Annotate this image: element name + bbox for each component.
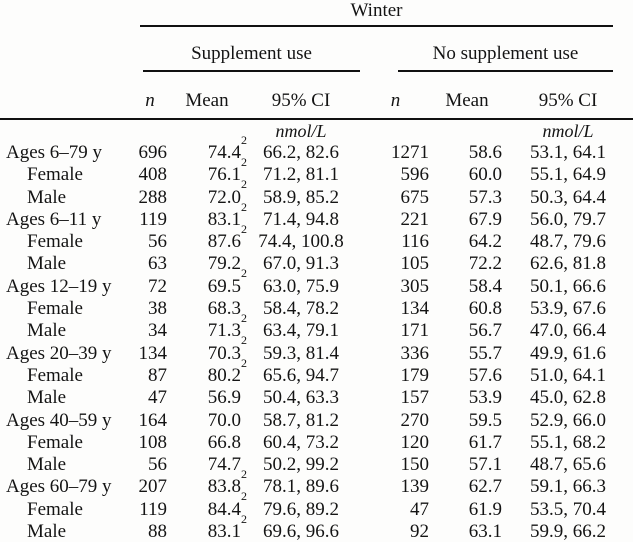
- table-row: [0, 454, 633, 476]
- supp-mean-value: 87.6: [207, 231, 241, 253]
- nosupp-mean-value: 63.1: [468, 521, 502, 542]
- row-label: Female: [27, 298, 83, 320]
- nosupp-mean-cell: [431, 365, 503, 387]
- supp-ci-value: 71.4, 94.8: [263, 208, 339, 230]
- group-header-no-supplement-use: No supplement use: [398, 27, 613, 72]
- row-label: Ages 60–79 y: [6, 476, 112, 498]
- supp-mean-cell: 71.3$^2$: [207, 311, 247, 342]
- supp-mean-value: 66.8: [207, 431, 241, 453]
- nosupp-ci-value: 50.1, 66.6: [530, 275, 606, 297]
- nosupp-mean-cell: [431, 343, 503, 365]
- nosupp-mean-cell: [431, 432, 503, 454]
- supp-mean-value: 70.3: [207, 342, 241, 364]
- nosupp-n-value: 157: [400, 387, 429, 409]
- nosupp-mean-cell: [431, 499, 503, 521]
- nosupp-mean-cell: [431, 164, 503, 186]
- nosupp-mean-cell: [431, 187, 503, 209]
- supp-mean-value: 69.5: [207, 275, 241, 297]
- supp-n-value: 164: [138, 409, 167, 431]
- supp-mean-cell: [172, 387, 242, 409]
- nosupp-mean-value: 58.6: [468, 142, 502, 163]
- row-label: Female: [27, 431, 83, 453]
- nosupp-mean-value: 59.5: [468, 409, 502, 431]
- nosupp-n-value: 139: [400, 476, 429, 498]
- supp-mean-cell: 83.1$^2$: [207, 199, 247, 230]
- row-label: Male: [0, 521, 128, 542]
- row-label: Female: [27, 164, 83, 186]
- row-label: Ages 20–39 y: [6, 342, 112, 364]
- supp-ci-value: 78.1, 89.6: [263, 476, 339, 498]
- supp-ci-value: 63.0, 75.9: [263, 275, 339, 297]
- col-header-mean-supp: Mean: [172, 72, 242, 119]
- col-header-n-supp: n: [128, 72, 172, 119]
- supp-n-value: 119: [139, 208, 167, 230]
- supp-mean-cell: 84.4$^2$: [207, 489, 247, 520]
- supp-ci-value: 58.7, 81.2: [263, 409, 339, 431]
- nosupp-n-value: 116: [401, 231, 429, 253]
- nosupp-mean-cell: [431, 476, 503, 498]
- group-header-row: [0, 27, 633, 72]
- supp-mean-cell: 76.1$^2$: [207, 154, 247, 186]
- row-label: Male: [27, 387, 67, 409]
- supp-ci-value: 59.3, 81.4: [263, 342, 339, 364]
- supp-n-value: 63: [148, 253, 167, 275]
- blank-cell: [0, 72, 128, 119]
- unit-label-nosupp: nmol/L: [542, 121, 594, 141]
- supp-n-value: 696: [138, 142, 167, 163]
- table-row: [0, 231, 633, 253]
- supp-n-value: 56: [148, 231, 167, 253]
- nosupp-ci-value: 55.1, 64.9: [530, 164, 606, 186]
- blank-cell: [0, 27, 128, 72]
- nosupp-ci-value: 52.9, 66.0: [530, 409, 606, 431]
- table-row: [0, 298, 633, 320]
- season-header-rule: [140, 0, 613, 27]
- supp-mean-cell: 72.0$^2$: [207, 177, 247, 208]
- supp-ci-value: 69.6, 96.6: [242, 521, 360, 542]
- nosupp-mean-value: 57.3: [468, 186, 502, 208]
- nosupp-ci-value: 55.1, 68.2: [530, 431, 606, 453]
- supp-mean-cell: 80.2$^2$: [207, 355, 247, 386]
- supp-mean-cell: [172, 298, 242, 320]
- nosupp-mean-cell: [431, 253, 503, 275]
- nosupp-ci-value: 56.0, 79.7: [530, 208, 606, 230]
- supp-mean-value: 68.3: [207, 298, 241, 320]
- supp-mean-value: 83.1: [207, 521, 241, 542]
- supp-n-value: 47: [148, 387, 167, 409]
- row-label: Ages 12–19 y: [6, 275, 112, 297]
- nosupp-n-value: 105: [400, 253, 429, 275]
- nosupp-mean-cell: [431, 387, 503, 409]
- supp-n-value: 288: [138, 186, 167, 208]
- nosupp-mean-cell: [431, 231, 503, 253]
- supp-mean-value: 74.7: [207, 454, 241, 476]
- table-row: [0, 499, 633, 521]
- nosupp-mean-value: 53.9: [468, 387, 502, 409]
- nosupp-mean-value: 61.9: [468, 498, 502, 520]
- row-label: Male: [27, 320, 67, 342]
- row-label: Female: [27, 498, 83, 520]
- table-row: [0, 142, 633, 164]
- group-header-supplement-use: Supplement use: [143, 27, 360, 72]
- supp-ci-value: 66.2, 82.6: [263, 142, 339, 163]
- nosupp-mean-value: 61.7: [468, 431, 502, 453]
- nosupp-mean-value: 58.4: [468, 275, 502, 297]
- col-header-ci-nosupp: 95% CI: [503, 72, 633, 119]
- nosupp-mean-value: 60.8: [468, 298, 502, 320]
- nosupp-mean-value: 64.2: [468, 231, 502, 253]
- nosupp-ci-value: 50.3, 64.4: [530, 186, 606, 208]
- nosupp-n-value: 675: [400, 186, 429, 208]
- nosupp-n-value: 305: [400, 275, 429, 297]
- table-row: [0, 187, 633, 209]
- table-row: [0, 365, 633, 387]
- supp-mean-value: 71.3: [207, 320, 241, 342]
- row-label: Male: [27, 454, 67, 476]
- nosupp-mean-value: 57.6: [468, 364, 502, 386]
- supp-mean-cell: 70.3$^2$: [207, 333, 247, 364]
- table-row: [0, 209, 633, 231]
- nosupp-n-value: 221: [400, 208, 429, 230]
- table-row: [0, 343, 633, 365]
- nosupp-mean-cell: [431, 142, 503, 164]
- table-row: [0, 164, 633, 186]
- unit-row: [0, 119, 633, 142]
- supp-ci-value: 79.6, 89.2: [263, 498, 339, 520]
- season-header: Winter: [350, 0, 403, 21]
- supp-ci-value: 58.9, 85.2: [263, 186, 339, 208]
- row-label: Ages 6–11 y: [6, 208, 102, 230]
- supp-ci-value: 71.2, 81.1: [263, 164, 339, 186]
- supp-n-value: 119: [139, 498, 167, 520]
- nosupp-ci-value: 59.9, 66.2: [503, 521, 633, 542]
- supp-ci-value: 50.2, 99.2: [263, 454, 339, 476]
- supp-mean-cell: 74.4$^2$: [207, 132, 247, 163]
- nosupp-ci-value: 51.0, 64.1: [530, 364, 606, 386]
- nosupp-ci-value: 62.6, 81.8: [530, 253, 606, 275]
- row-label: Female: [27, 231, 83, 253]
- nosupp-n-value: 120: [400, 431, 429, 453]
- nosupp-n-value: 270: [400, 409, 429, 431]
- supp-mean-cell: 69.5$^2$: [207, 266, 247, 297]
- supp-ci-value: 60.4, 73.2: [263, 431, 339, 453]
- nosupp-n-value: 92: [360, 521, 431, 542]
- col-header-n-nosupp: n: [360, 72, 431, 119]
- nosupp-mean-cell: [431, 320, 503, 342]
- nosupp-ci-value: 47.0, 66.4: [530, 320, 606, 342]
- nosupp-mean-value: 55.7: [468, 342, 502, 364]
- table-row: [0, 521, 633, 542]
- table-row: [0, 253, 633, 275]
- corner-blank-cell: [0, 0, 128, 27]
- supp-n-value: 408: [138, 164, 167, 186]
- nosupp-n-value: 336: [400, 342, 429, 364]
- supp-mean-value: 56.9: [207, 387, 241, 409]
- row-label: Male: [27, 186, 67, 208]
- supp-mean-value: 74.4: [207, 142, 241, 163]
- supp-mean-cell: [172, 253, 242, 275]
- supp-mean-cell: [172, 410, 242, 432]
- supp-mean-cell: 83.8$^2$: [207, 467, 247, 498]
- supp-mean-cell: [172, 454, 242, 476]
- nosupp-mean-value: 62.7: [468, 476, 502, 498]
- nosupp-ci-value: 48.7, 65.6: [530, 454, 606, 476]
- supp-ci-value: 67.0, 91.3: [263, 253, 339, 275]
- supp-mean-cell: 87.6$^2$: [207, 221, 247, 253]
- supp-mean-value: 79.2: [207, 253, 241, 275]
- supp-ci-value: 65.6, 94.7: [263, 364, 339, 386]
- nosupp-n-value: 1271: [391, 142, 429, 163]
- col-header-mean-nosupp: Mean: [431, 72, 503, 119]
- table-row: [0, 410, 633, 432]
- nosupp-n-value: 150: [400, 454, 429, 476]
- row-label: Male: [27, 253, 67, 275]
- nosupp-ci-value: 53.9, 67.6: [530, 298, 606, 320]
- nosupp-n-value: 179: [400, 364, 429, 386]
- table-row: [0, 432, 633, 454]
- nosupp-mean-value: 60.0: [468, 164, 502, 186]
- supp-n-value: 207: [138, 476, 167, 498]
- supp-mean-value: 80.2: [207, 364, 241, 386]
- nosupp-mean-cell: [431, 298, 503, 320]
- supp-n-value: 87: [148, 364, 167, 386]
- nosupp-ci-value: 59.1, 66.3: [530, 476, 606, 498]
- row-label: Ages 40–59 y: [6, 409, 112, 431]
- nosupp-mean-value: 67.9: [468, 208, 502, 230]
- row-label: Female: [27, 364, 83, 386]
- nosupp-mean-value: 72.2: [468, 253, 502, 275]
- nosupp-n-value: 171: [400, 320, 429, 342]
- supp-mean-value: 70.0: [207, 409, 241, 431]
- nosupp-n-value: 134: [400, 298, 429, 320]
- column-header-row: [0, 72, 633, 119]
- supp-mean-cell: [172, 432, 242, 454]
- supp-n-value: 88: [128, 521, 172, 542]
- nosupp-mean-value: 56.7: [468, 320, 502, 342]
- unit-label-supp: nmol/L: [275, 121, 327, 141]
- table-row: [0, 387, 633, 409]
- table-row: [0, 276, 633, 298]
- nosupp-n-value: 47: [410, 498, 429, 520]
- supp-n-value: 72: [148, 275, 167, 297]
- supp-mean-value: 83.8: [207, 476, 241, 498]
- season-header-row: [0, 0, 633, 27]
- nosupp-ci-value: 45.0, 62.8: [530, 387, 606, 409]
- nosupp-ci-value: 53.1, 64.1: [530, 142, 606, 163]
- supp-mean-value: 84.4: [207, 498, 241, 520]
- supp-ci-value: 50.4, 63.3: [263, 387, 339, 409]
- supp-mean-cell: 83.1$^2$: [172, 521, 242, 542]
- supp-mean-value: 83.1: [207, 208, 241, 230]
- nosupp-ci-value: 48.7, 79.6: [530, 231, 606, 253]
- table-row: [0, 476, 633, 498]
- nosupp-mean-cell: [431, 410, 503, 432]
- table-row: [0, 320, 633, 342]
- nosupp-n-value: 596: [400, 164, 429, 186]
- supp-mean-value: 76.1: [207, 164, 241, 186]
- nosupp-mean-cell: [431, 276, 503, 298]
- row-label: Ages 6–79 y: [6, 142, 103, 163]
- supp-ci-value: 63.4, 79.1: [263, 320, 339, 342]
- supp-n-value: 108: [138, 431, 167, 453]
- nosupp-mean-value: 57.1: [468, 454, 502, 476]
- supp-ci-value: 58.4, 78.2: [263, 298, 339, 320]
- supp-mean-value: 72.0: [207, 186, 241, 208]
- supp-n-value: 134: [138, 342, 167, 364]
- nosupp-ci-value: 49.9, 61.6: [530, 342, 606, 364]
- nosupp-mean-cell: [431, 454, 503, 476]
- supp-n-value: 34: [148, 320, 167, 342]
- table-body: [0, 119, 633, 542]
- col-header-ci-supp: 95% CI: [242, 72, 360, 119]
- nosupp-mean-cell: [431, 209, 503, 231]
- supp-n-value: 56: [148, 454, 167, 476]
- nosupp-ci-value: 53.5, 70.4: [530, 498, 606, 520]
- supp-n-value: 38: [148, 298, 167, 320]
- nosupp-mean-cell: [431, 521, 503, 542]
- supp-ci-value: 74.4, 100.8: [258, 231, 344, 253]
